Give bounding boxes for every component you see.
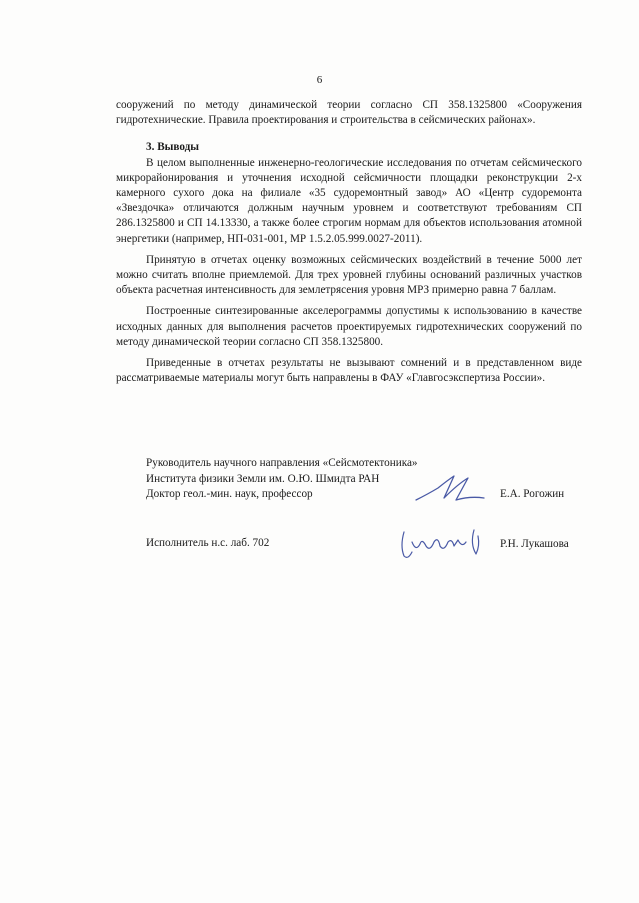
conclusion-paragraph-2: Принятую в отчетах оценку возможных сейсмических воздействий в течение 5000 лет можно считать вполне приемлемой. Для трех уровней глубины оснований различных участков объекта расчетная интенсивность для землетрясения уровня МРЗ примерно равна 7 баллам. xyxy=(116,253,582,297)
executor-name: Р.Н. Лукашова xyxy=(500,538,569,550)
handwritten-signature-rogozhin xyxy=(410,470,490,510)
head-name: Е.А. Рогожин xyxy=(500,488,565,500)
handwritten-signature-lukashova xyxy=(396,524,492,564)
continuation-paragraph: сооружений по методу динамической теории согласно СП 358.1325800 «Сооружения гидротехнические. Правила проектирования и строительства в сейсмических районах». xyxy=(116,99,582,127)
executor-role: Исполнитель н.с. лаб. 702 xyxy=(146,537,270,549)
head-position-line-3: Доктор геол.-мин. наук, профессор xyxy=(146,488,313,501)
conclusion-paragraph-3: Построенные синтезированные акселерограммы допустимы к использованию в качестве исходных данных для выполнения расчетов проектируемых гидротехнических сооружений по методу динамической теории согласно СП 358.1325800. xyxy=(116,305,582,348)
head-position-line-1: Руководитель научного направления «Сейсмотектоника» xyxy=(146,457,418,469)
conclusion-paragraph-4: Приведенные в отчетах результаты не вызывают сомнений и в представленном виде рассматриваемые материалы могут быть направлены в ФАУ «Главгосэкспертиза России». xyxy=(116,357,582,385)
head-position-line-2: Института физики Земли им. О.Ю. Шмидта РАН xyxy=(146,472,380,485)
executor-signature-block xyxy=(146,536,269,552)
conclusion-paragraph-1: В целом выполненные инженерно-геологические исследования по отчетам сейсмического микрорайонирования и уточнения исходной сейсмичности площадки реконструкции 2-х камерного сухого дока на филиале «35 судоремонтный завод» АО «Центр судоремонта «Звездочка» отличаются должным научным уровнем и соответствуют требованиям СП 286.1325800 и СП 14.13330, а также более строгим нормам для объектов использования атомной энергетики (например, НП-031-001, МР 1.5.2.05.999.0027-2011). xyxy=(116,156,582,245)
section-heading: 3. Выводы xyxy=(146,141,200,154)
document-body xyxy=(116,98,582,392)
page-number: 6 xyxy=(316,74,323,86)
head-signature-block xyxy=(146,456,418,503)
